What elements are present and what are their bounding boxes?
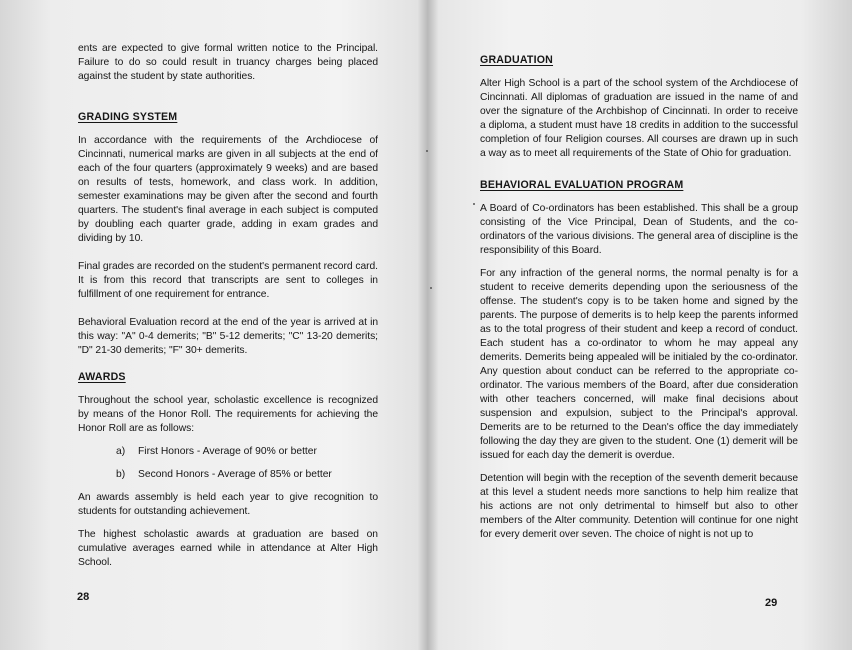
awards-paragraph-3: The highest scholastic awards at graduation are based on cumulative averages earned while in attendance at Alter High School. (78, 529, 378, 568)
right-page (426, 0, 852, 650)
awards-paragraph-1: Throughout the school year, scholastic excellence is recognized by means of the Honor Roll. The requirements for achieving the Honor Roll are as follows: (78, 395, 378, 434)
list-text: First Honors - Average of 90% or better (138, 446, 317, 457)
grading-paragraph-2: Final grades are recorded on the student's permanent record card. It is from this record that transcripts are sent to colleges in fulfillment of one requirement for entrance. (78, 261, 378, 300)
graduation-paragraph: Alter High School is a part of the school system of the Archdiocese of Cincinnati. All diplomas of graduation are issued in the name of and over the signature of the Archbishop of Cincinnati. In order to receive a diploma, a student must have 18 credits in addition to the successful completion of four Religion courses. All courses are drawn up in such a way as to meet all requirements of the State of Ohio for graduation. (480, 78, 798, 159)
behavior-paragraph-2: For any infraction of the general norms, the normal penalty is for a student to receive demerits depending upon the seriousness of the offense. The student's copy is to be taken home and signed by the parents. The purpose of demerits is to help keep the parents informed as to the total progress of their student and keep a record of conduct. Each student has a co-ordinator to whom he may appeal any demerits. Demerits being appealed will be initialed by the co-ordinator. Any question about conduct can be referred to the appropriate co-ordinator. The various members of the Board, after due consideration with other teachers concerned, will make final decisions about suspension and expulsion, subject to the Principal's approval. Demerits are to be returned to the Dean's office the day immediately following the day they are given to the student. One (1) demerit will be issued for each day the demerit is overdue. (480, 268, 798, 461)
print-speck (473, 203, 475, 205)
honors-item-first (78, 445, 378, 459)
print-speck (430, 287, 432, 289)
print-speck (426, 150, 428, 152)
page-number-left: 28 (77, 591, 90, 603)
list-marker: a) (116, 446, 126, 457)
list-text: Second Honors - Average of 85% or better (138, 469, 332, 480)
awards-heading: AWARDS (78, 371, 126, 383)
grading-paragraph-1: In accordance with the requirements of the Archdiocese of Cincinnati, numerical marks are given in all subjects at the end of each of the four quarters (approximately 9 weeks) and are based on results of tests, homework, and class work. In addition, semester examinations may be given after the second and fourth quarters. The student's final average in each subject is computed by doubling each quarter grade, adding in exam grades and dividing by 10. (78, 135, 378, 244)
right-page-text (480, 50, 798, 542)
awards-paragraph-2: An awards assembly is held each year to give recognition to students for outstanding achievement. (78, 492, 378, 517)
page-number-right: 29 (765, 597, 778, 609)
list-marker: b) (116, 469, 126, 480)
behavior-paragraph-1: A Board of Co-ordinators has been established. This shall be a group consisting of the Vice Principal, Dean of Students, and the co-ordinators of the various divisions. The general area of discipline is the responsibility of this Board. (480, 203, 798, 256)
behavior-paragraph-3: Detention will begin with the reception of the seventh demerit because at this level a student needs more sanctions to help him realize that his actions are not only detrimental to himself but also to other members of the Alter community. Detention will continue for one night for every demerit over seven. The choice of night is not up to (480, 473, 798, 540)
behavioral-evaluation-heading: BEHAVIORAL EVALUATION PROGRAM (480, 179, 684, 191)
intro-paragraph: ents are expected to give formal written notice to the Principal. Failure to do so could result in truancy charges being placed against the student by state authorities. (78, 43, 378, 82)
honors-item-second (78, 468, 378, 482)
graduation-heading: GRADUATION (480, 54, 554, 66)
grading-paragraph-3: Behavioral Evaluation record at the end of the year is arrived at in this way: "A" 0-4 demerits; "B" 5-12 demerits; "C" 13-20 demerits; "D" 21-30 demerits; "F" 30+ demerits. (78, 317, 378, 356)
grading-system-heading: GRADING SYSTEM (78, 111, 178, 123)
left-page-text (78, 42, 378, 570)
